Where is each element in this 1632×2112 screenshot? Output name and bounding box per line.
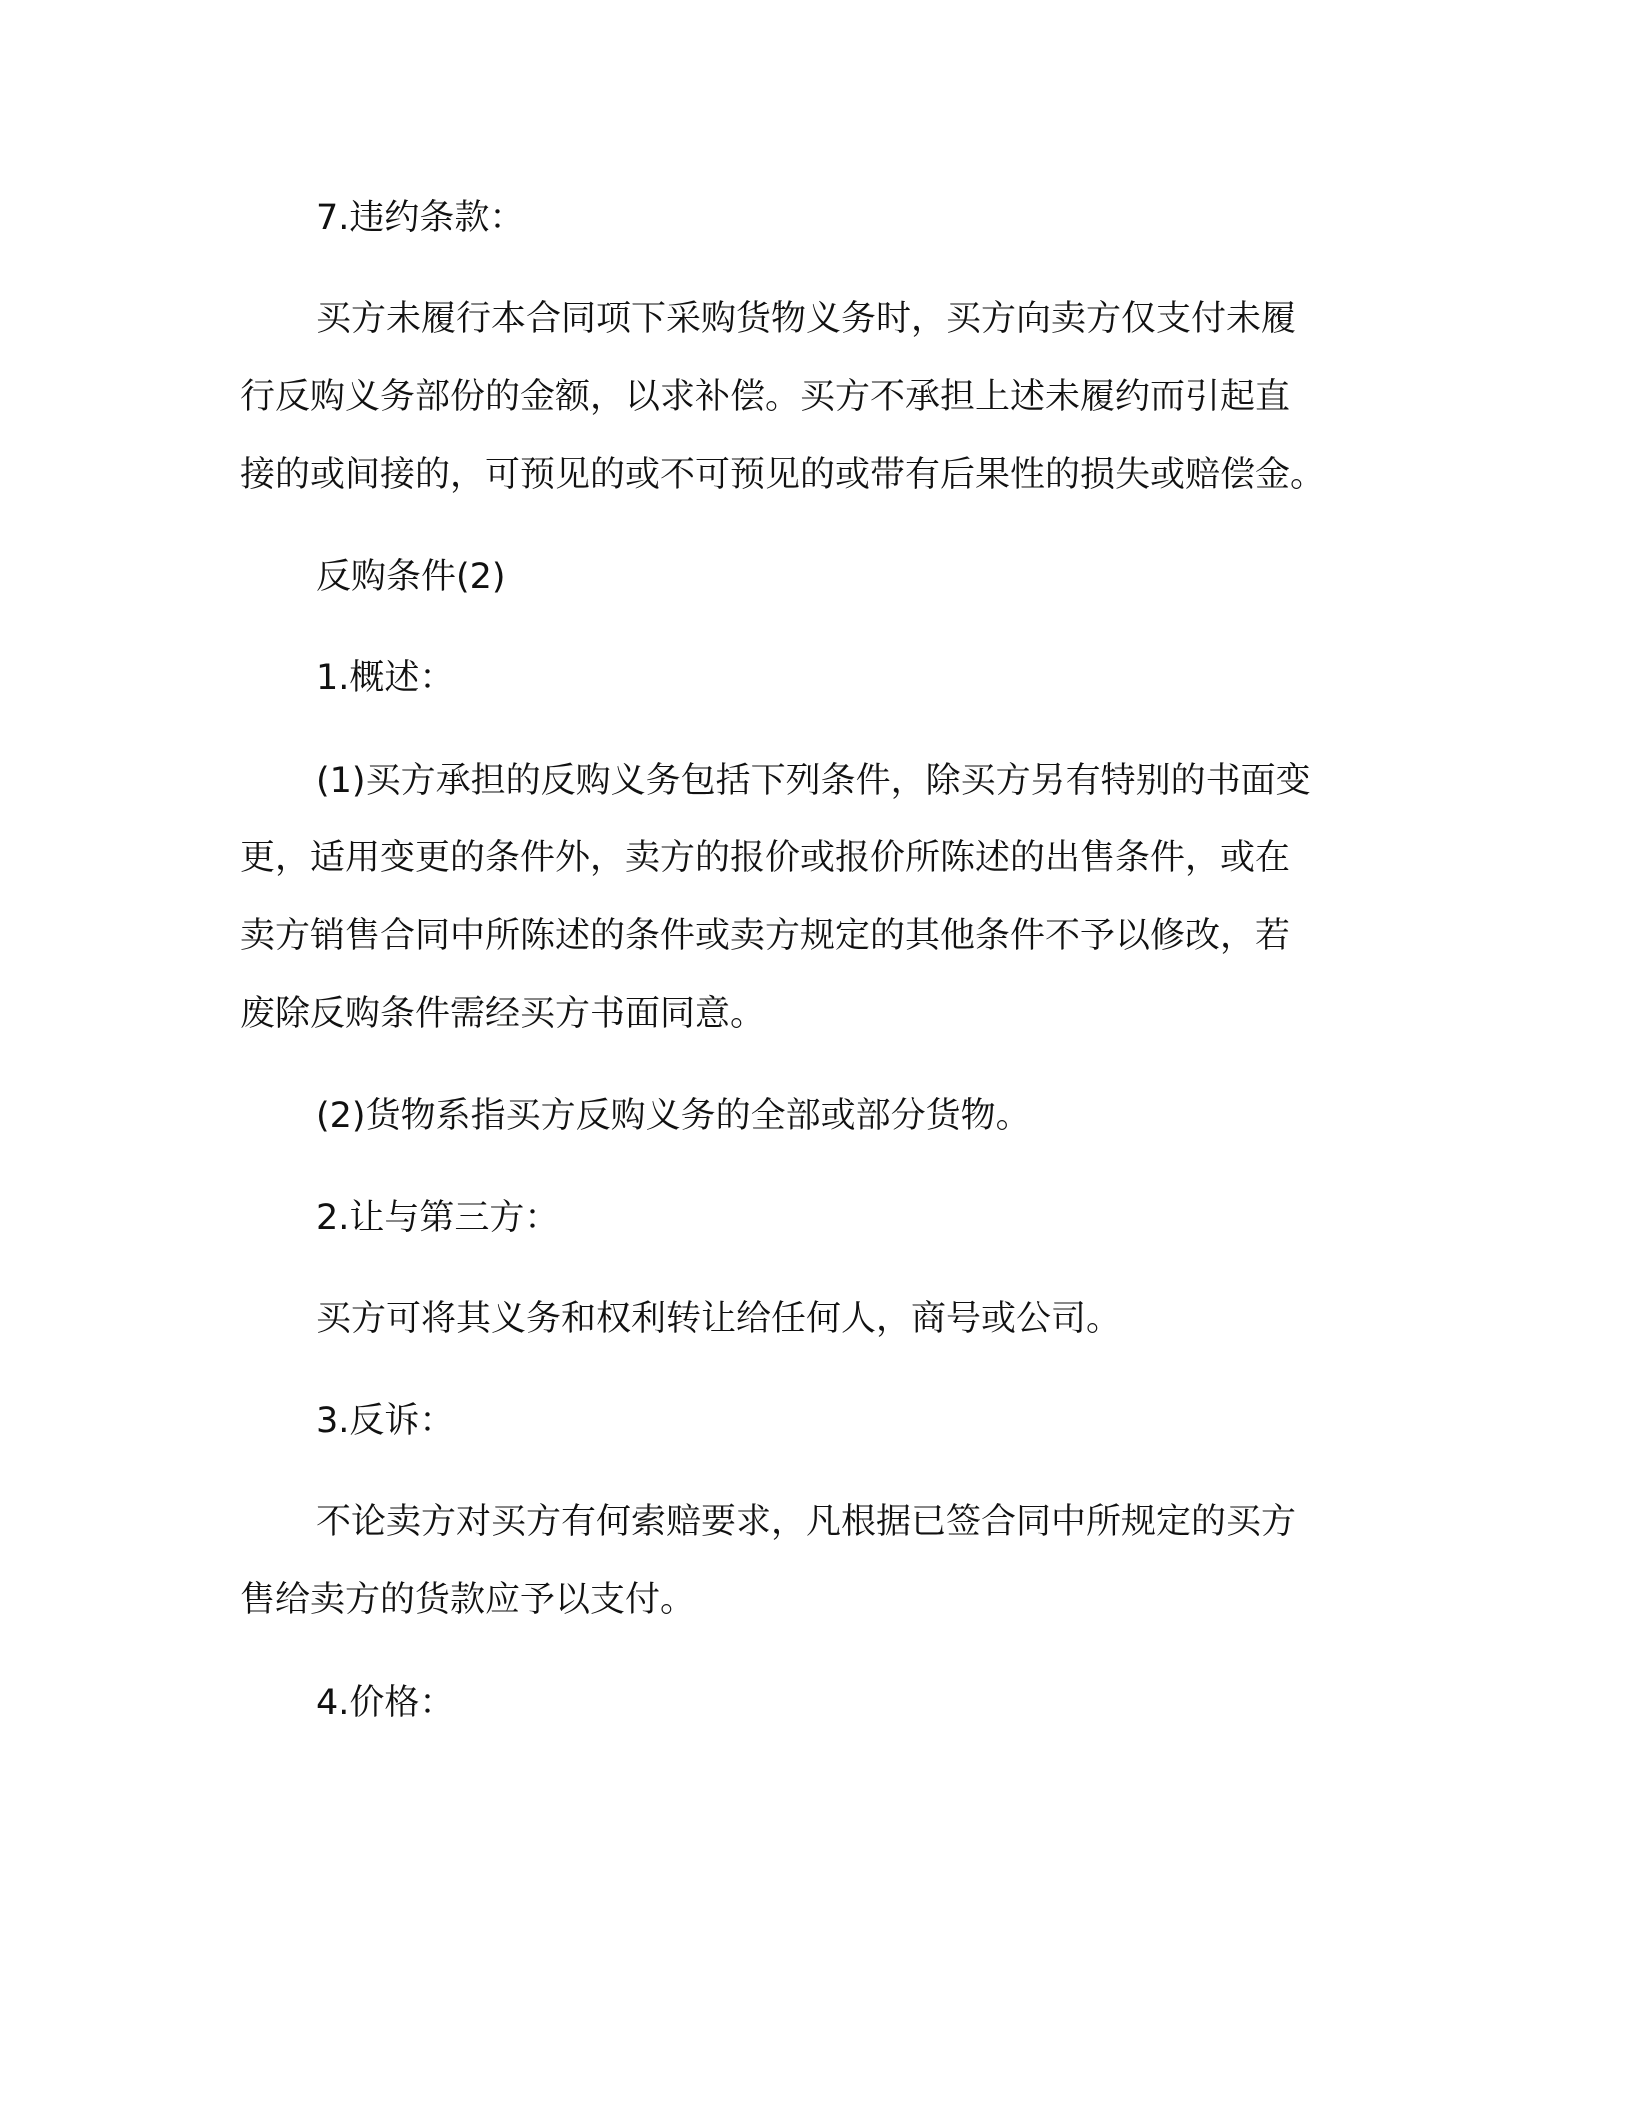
paragraph-line: (1)买方承担的反购义务包括下列条件，除买方另有特别的书面变	[316, 761, 1311, 801]
paragraph-line: 卖方销售合同中所陈述的条件或卖方规定的其他条件不予以修改，若	[240, 916, 1291, 956]
paragraph-line: 废除反购条件需经买方书面同意。	[240, 994, 766, 1034]
paragraph-line: 买方未履行本合同项下采购货物义务时，买方向卖方仅支付未履	[316, 299, 1297, 339]
section-heading-counterclaim: 3.反诉：	[316, 1401, 455, 1441]
section-heading-price: 4.价格：	[316, 1683, 455, 1723]
paragraph-line: 不论卖方对买方有何索赔要求，凡根据已签合同中所规定的买方	[316, 1502, 1297, 1542]
paragraph-line: 售给卖方的货款应予以支付。	[240, 1580, 696, 1620]
paragraph-line: 买方可将其义务和权利转让给任何人，商号或公司。	[316, 1299, 1122, 1339]
paragraph-line: 更，适用变更的条件外，卖方的报价或报价所陈述的出售条件，或在	[240, 838, 1291, 878]
section-heading-overview: 1.概述：	[316, 658, 455, 698]
section-heading-buyback: 反购条件(2)	[316, 557, 506, 597]
section-heading-transfer: 2.让与第三方：	[316, 1198, 560, 1238]
paragraph-line: (2)货物系指买方反购义务的全部或部分货物。	[316, 1096, 1031, 1136]
section-heading-breach: 7.违约条款：	[316, 198, 525, 238]
paragraph-line: 接的或间接的，可预见的或不可预见的或带有后果性的损失或赔偿金。	[240, 455, 1326, 495]
paragraph-line: 行反购义务部份的金额，以求补偿。买方不承担上述未履约而引起直	[240, 377, 1291, 417]
